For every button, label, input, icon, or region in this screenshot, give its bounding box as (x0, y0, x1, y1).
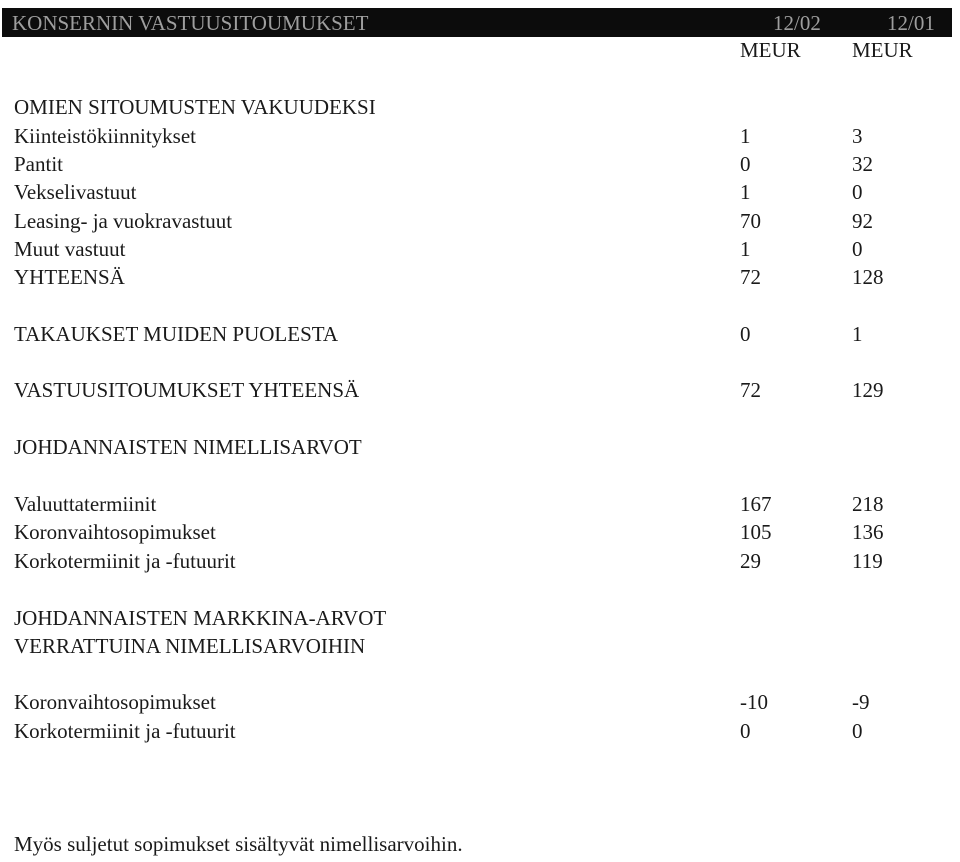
table-header-bar (2, 8, 952, 37)
row-value-2002: -10 (740, 690, 768, 714)
row-value-2001: 1 (852, 322, 863, 346)
row-value-2001: 92 (852, 209, 873, 233)
table-row-guarantees (14, 322, 944, 350)
row-value-2001: 3 (852, 124, 863, 148)
table-row (14, 124, 944, 152)
column-header-2002: 12/02 (773, 11, 821, 35)
row-value-2002: 167 (740, 492, 772, 516)
row-label: Valuuttatermiinit (14, 492, 157, 516)
column-header-2001: 12/01 (887, 11, 935, 35)
row-value-2001: 128 (852, 265, 884, 289)
row-label: TAKAUKSET MUIDEN PUOLESTA (14, 322, 339, 346)
table-row-total (14, 378, 944, 406)
section-heading-label: JOHDANNAISTEN MARKKINA-ARVOT (14, 606, 387, 630)
table-row (14, 180, 944, 208)
row-value-2002: 1 (740, 180, 751, 204)
row-value-2002: 1 (740, 124, 751, 148)
row-value-2002: 70 (740, 209, 761, 233)
table-row-subtotal (14, 265, 944, 293)
row-value-2002: 1 (740, 237, 751, 261)
row-value-2001: 218 (852, 492, 884, 516)
section-heading-nominal-values (14, 435, 944, 463)
row-value-2001: 129 (852, 378, 884, 402)
row-label: YHTEENSÄ (14, 265, 125, 289)
table-row (14, 690, 944, 718)
unit-col1: MEUR (740, 38, 801, 62)
row-value-2002: 0 (740, 322, 751, 346)
row-value-2002: 105 (740, 520, 772, 544)
table-row (14, 152, 944, 180)
table-row (14, 492, 944, 520)
row-value-2001: 119 (852, 549, 883, 573)
section-heading-label: JOHDANNAISTEN NIMELLISARVOT (14, 435, 362, 459)
row-value-2001: 0 (852, 237, 863, 261)
table-row (14, 520, 944, 548)
row-value-2002: 29 (740, 549, 761, 573)
footnote: Myös suljetut sopimukset sisältyvät nimellisarvoihin. (14, 832, 463, 856)
row-label: Koronvaihtosopimukset (14, 690, 216, 714)
table-row (14, 719, 944, 747)
table-row (14, 549, 944, 577)
section-heading-label: VERRATTUINA NIMELLISARVOIHIN (14, 634, 366, 658)
row-label: Leasing- ja vuokravastuut (14, 209, 233, 233)
table-row (14, 237, 944, 265)
row-value-2001: 136 (852, 520, 884, 544)
unit-col2: MEUR (852, 38, 913, 62)
row-label: Vekselivastuut (14, 180, 137, 204)
row-label: Pantit (14, 152, 64, 176)
row-value-2002: 0 (740, 719, 751, 743)
row-label: Koronvaihtosopimukset (14, 520, 216, 544)
row-label: Korkotermiinit ja -futuurit (14, 719, 236, 743)
row-value-2001: 0 (852, 719, 863, 743)
row-label: Kiinteistökiinnitykset (14, 124, 196, 148)
section-heading-label: OMIEN SITOUMUSTEN VAKUUDEKSI (14, 95, 376, 119)
section-heading-own-commitments (14, 95, 944, 123)
row-value-2002: 0 (740, 152, 751, 176)
row-value-2001: 0 (852, 180, 863, 204)
row-label: VASTUUSITOUMUKSET YHTEENSÄ (14, 378, 360, 402)
row-label: Korkotermiinit ja -futuurit (14, 549, 236, 573)
row-value-2001: 32 (852, 152, 873, 176)
row-value-2001: -9 (852, 690, 870, 714)
units-row (14, 38, 944, 66)
row-value-2002: 72 (740, 378, 761, 402)
section-heading-market-values (14, 606, 944, 634)
row-value-2002: 72 (740, 265, 761, 289)
table-title: KONSERNIN VASTUUSITOUMUKSET (12, 11, 369, 35)
table-row (14, 209, 944, 237)
row-label: Muut vastuut (14, 237, 126, 261)
section-heading-market-values-line2 (14, 634, 944, 662)
